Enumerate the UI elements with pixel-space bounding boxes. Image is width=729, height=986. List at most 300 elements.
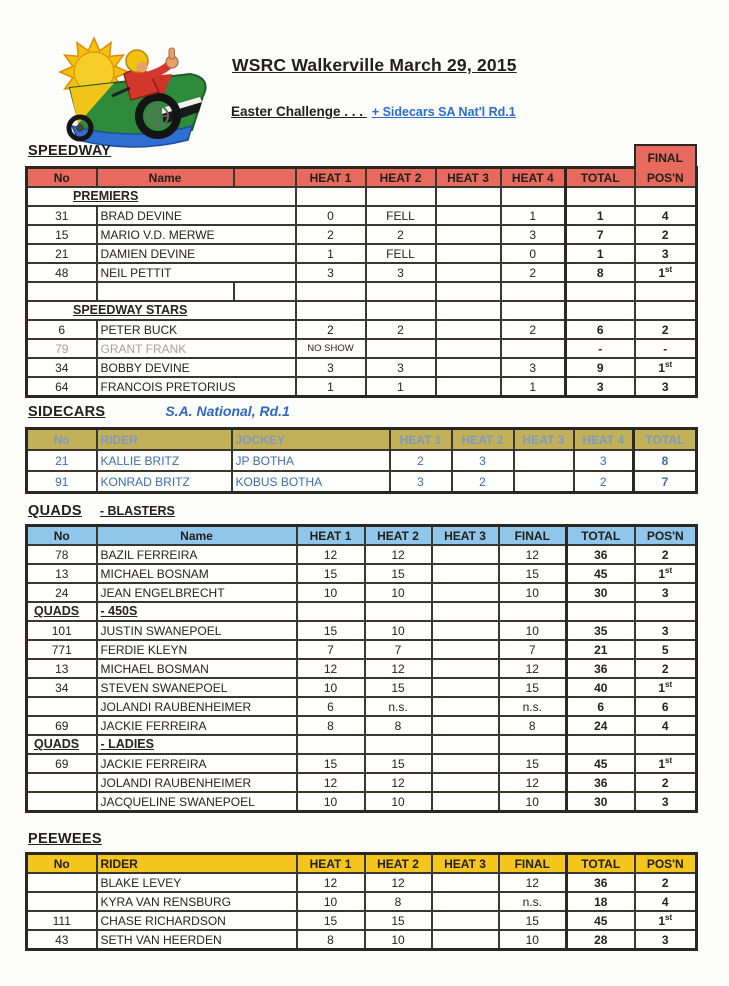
cell-h3 — [436, 263, 501, 282]
result-row — [27, 377, 697, 397]
quads-results-table — [25, 524, 698, 813]
cell-posn: - — [635, 339, 697, 358]
sidecars-section-heading — [28, 403, 290, 421]
cell-name: JACKIE FERREIRA — [97, 716, 297, 735]
cell-posn: 3 — [635, 377, 697, 397]
cell-h2: 10 — [365, 930, 432, 950]
cell-h1: 12 — [297, 545, 365, 564]
cell-rider: KALLIE BRITZ — [97, 450, 232, 471]
col-header-h2: HEAT 2 — [366, 168, 436, 188]
cell-posn: 3 — [635, 244, 697, 263]
event-title: WSRC Walkerville March 29, 2015 — [232, 55, 517, 75]
result-row — [27, 659, 697, 678]
peewees-section-heading — [28, 830, 102, 848]
cell-h1: 2 — [390, 450, 452, 471]
cell-h1 — [297, 735, 365, 754]
cell-h3 — [514, 471, 574, 493]
cell-h4: 2 — [501, 263, 566, 282]
col-header-posn: POS'N — [635, 526, 697, 546]
cell-h4 — [501, 282, 566, 301]
cell-h1: 10 — [297, 678, 365, 697]
header-row — [27, 854, 697, 874]
result-row — [27, 621, 697, 640]
cell-final: 12 — [499, 545, 567, 564]
cell-posn: 3 — [635, 792, 697, 812]
cell-h2: 8 — [365, 892, 432, 911]
final-posn-label: FINAL — [634, 144, 698, 169]
cell-no: 79 — [27, 339, 97, 358]
result-row — [27, 583, 697, 602]
cell-h3 — [432, 716, 499, 735]
cell-total: 8 — [566, 263, 635, 282]
cell-no — [27, 282, 97, 301]
cell-total: 9 — [566, 358, 635, 377]
cell-no — [27, 697, 97, 716]
cell-h2: 10 — [365, 583, 432, 602]
col-header-total: TOTAL — [566, 168, 635, 188]
cell-total: 30 — [567, 792, 635, 812]
cell-h1: 12 — [297, 773, 365, 792]
col-header-no: No — [27, 429, 97, 451]
cell-h2: 7 — [365, 640, 432, 659]
cell-posn: 1st — [635, 564, 697, 583]
event-subtitle-link: + Sidecars SA Nat'l Rd.1 — [371, 105, 516, 119]
speedway-heading-label: SPEEDWAY — [28, 143, 112, 159]
cell-name: MICHAEL BOSNAM — [97, 564, 297, 583]
cell-posn: 1st — [635, 358, 697, 377]
subsection-label: PREMIERS — [27, 187, 296, 206]
subsection-row — [27, 187, 697, 206]
result-row — [27, 564, 697, 583]
cell-h2 — [366, 282, 436, 301]
cell-final: n.s. — [499, 892, 567, 911]
cell-h1: 15 — [297, 911, 365, 930]
cell-no: 31 — [27, 206, 97, 225]
quads-heading-note: - BLASTERS — [99, 504, 175, 518]
col-header-h2: HEAT 2 — [365, 526, 432, 546]
subsection-label: QUADS — [27, 735, 97, 754]
cell-name: JACKIE FERREIRA — [97, 754, 297, 773]
cell-final: 15 — [499, 754, 567, 773]
cell-total: 6 — [566, 320, 635, 339]
speedway-table-host — [25, 150, 698, 398]
cell-name: MARIO V.D. MERWE — [97, 225, 296, 244]
peewees-heading-label: PEEWEES — [28, 831, 102, 847]
cell-posn — [635, 735, 697, 754]
col-header-no: No — [27, 168, 97, 188]
cell-h3 — [432, 659, 499, 678]
cell-h3 — [436, 358, 501, 377]
cell-h1 — [296, 187, 366, 206]
cell-h1: 10 — [297, 892, 365, 911]
cell-h2: 1 — [366, 377, 436, 397]
cell-h3 — [436, 339, 501, 358]
cell-no: 48 — [27, 263, 97, 282]
subsection-sublabel: - LADIES — [97, 735, 297, 754]
cell-h3 — [432, 564, 499, 583]
cell-no: 64 — [27, 377, 97, 397]
cell-jockey: JP BOTHA — [232, 450, 390, 471]
cell-h2: FELL — [366, 244, 436, 263]
cell-h3 — [514, 450, 574, 471]
cell-final: n.s. — [499, 697, 567, 716]
cell-h2: 2 — [452, 471, 514, 493]
cell-h2 — [366, 187, 436, 206]
cell-h4: 1 — [501, 377, 566, 397]
cell-h3 — [432, 892, 499, 911]
speedway-results-table — [25, 150, 698, 398]
cell-final: 15 — [499, 911, 567, 930]
col-header-h1: HEAT 1 — [390, 429, 452, 451]
result-row — [27, 244, 697, 263]
cell-h1: 0 — [296, 206, 366, 225]
cell-posn — [635, 282, 697, 301]
cell-posn: 2 — [635, 225, 697, 244]
col-header-h2: HEAT 2 — [365, 854, 432, 874]
cell-posn: 5 — [635, 640, 697, 659]
cell-h1: 15 — [297, 621, 365, 640]
sidecars-results-table — [25, 427, 698, 494]
col-header-name2 — [234, 168, 296, 188]
col-header-posn: POS'N — [635, 854, 697, 874]
cell-total — [566, 187, 635, 206]
cell-h1: 7 — [297, 640, 365, 659]
cell-h2: n.s. — [365, 697, 432, 716]
col-header-h3: HEAT 3 — [432, 854, 499, 874]
col-header-h1: HEAT 1 — [296, 168, 366, 188]
cell-final — [499, 602, 567, 621]
cell-total: 1 — [566, 244, 635, 263]
cell-h4: 3 — [574, 450, 634, 471]
cell-posn — [635, 187, 697, 206]
cell-h1 — [297, 602, 365, 621]
subsection-label: QUADS — [27, 602, 97, 621]
cell-h1: 2 — [296, 225, 366, 244]
cell-final: 10 — [499, 792, 567, 812]
cell-total: 30 — [567, 583, 635, 602]
cell-no — [27, 892, 97, 911]
cell-rider: KYRA VAN RENSBURG — [97, 892, 297, 911]
cell-posn: 2 — [635, 773, 697, 792]
cell-total: 1 — [566, 206, 635, 225]
cell-no: 24 — [27, 583, 97, 602]
cell-name: JACQUELINE SWANEPOEL — [97, 792, 297, 812]
cell-h3 — [432, 621, 499, 640]
col-header-h3: HEAT 3 — [436, 168, 501, 188]
cell-posn: 2 — [635, 873, 697, 892]
cell-total — [567, 735, 635, 754]
cell-h3 — [432, 640, 499, 659]
cell-no: 15 — [27, 225, 97, 244]
cell-h1: 1 — [296, 244, 366, 263]
cell-h2: 12 — [365, 545, 432, 564]
cell-total: 28 — [567, 930, 635, 950]
cell-h2: 10 — [365, 792, 432, 812]
cell-h4 — [501, 339, 566, 358]
cell-h3 — [436, 301, 501, 320]
cell-total: 45 — [567, 564, 635, 583]
sidecars-table-host — [25, 427, 698, 494]
cell-no: 6 — [27, 320, 97, 339]
cell-total: 3 — [566, 377, 635, 397]
cell-h3 — [432, 697, 499, 716]
cell-no: 21 — [27, 450, 97, 471]
cell-total: - — [566, 339, 635, 358]
result-row — [27, 792, 697, 812]
event-subtitle-text: Easter Challenge . . . — [231, 104, 367, 119]
event-subtitle — [231, 103, 516, 121]
cell-no: 69 — [27, 754, 97, 773]
cell-h3 — [432, 873, 499, 892]
cell-final: 10 — [499, 583, 567, 602]
cell-name: MICHAEL BOSMAN — [97, 659, 297, 678]
cell-rider: KONRAD BRITZ — [97, 471, 232, 493]
cell-h1: 8 — [297, 930, 365, 950]
cell-h2: 12 — [365, 873, 432, 892]
cell-h1: 12 — [297, 659, 365, 678]
cell-h4: 2 — [501, 320, 566, 339]
quads-table-host — [25, 524, 698, 813]
cell-final: 15 — [499, 564, 567, 583]
cell-h2: 3 — [452, 450, 514, 471]
col-header-h1: HEAT 1 — [297, 854, 365, 874]
cell-h2: 10 — [365, 621, 432, 640]
cell-h2: 15 — [365, 564, 432, 583]
cell-total: 24 — [567, 716, 635, 735]
header-row — [27, 429, 697, 451]
cell-h2: 3 — [366, 263, 436, 282]
cell-no: 13 — [27, 564, 97, 583]
col-header-total: TOTAL — [634, 429, 697, 451]
cell-total: 7 — [566, 225, 635, 244]
cell-posn: 6 — [635, 697, 697, 716]
cell-h3 — [432, 930, 499, 950]
cell-h1: 12 — [297, 873, 365, 892]
col-header-jockey: JOCKEY — [232, 429, 390, 451]
cell-posn: 2 — [635, 659, 697, 678]
result-row — [27, 339, 697, 358]
cell-name2 — [234, 282, 296, 301]
cell-h1: 10 — [297, 583, 365, 602]
speedway-section-heading — [28, 142, 111, 160]
cell-h2: 2 — [366, 225, 436, 244]
cell-no — [27, 873, 97, 892]
result-row — [27, 206, 697, 225]
cell-h3 — [432, 735, 499, 754]
cell-final: 12 — [499, 659, 567, 678]
result-row — [27, 320, 697, 339]
sidecars-heading-label: SIDECARS — [28, 404, 106, 420]
cell-h2: 15 — [365, 911, 432, 930]
cell-h3 — [432, 583, 499, 602]
cell-name: BRAD DEVINE — [97, 206, 296, 225]
col-header-h3: HEAT 3 — [432, 526, 499, 546]
cell-h2: 8 — [365, 716, 432, 735]
result-row — [27, 697, 697, 716]
result-row — [27, 263, 697, 282]
cell-no: 34 — [27, 358, 97, 377]
result-row — [27, 716, 697, 735]
cell-h3 — [432, 545, 499, 564]
col-header-no: No — [27, 854, 97, 874]
quads-heading-label: QUADS — [28, 503, 82, 519]
cell-posn — [635, 301, 697, 320]
subsection-row — [27, 735, 697, 754]
cell-final: 15 — [499, 678, 567, 697]
cell-posn: 3 — [635, 583, 697, 602]
subsection-row — [27, 602, 697, 621]
cell-no: 771 — [27, 640, 97, 659]
col-header-final: FINAL — [499, 526, 567, 546]
cell-h2 — [366, 301, 436, 320]
cell-no — [27, 792, 97, 812]
cell-posn: 1st — [635, 678, 697, 697]
cell-name: DAMIEN DEVINE — [97, 244, 296, 263]
cell-total — [567, 602, 635, 621]
empty-row — [27, 282, 697, 301]
col-header-name: Name — [97, 168, 234, 188]
col-header-h2: HEAT 2 — [452, 429, 514, 451]
result-row — [27, 754, 697, 773]
cell-h3 — [432, 792, 499, 812]
cell-posn: 4 — [635, 206, 697, 225]
cell-name: JOLANDI RAUBENHEIMER — [97, 697, 297, 716]
cell-name: NEIL PETTIT — [97, 263, 296, 282]
cell-h1: 2 — [296, 320, 366, 339]
cell-h3 — [432, 602, 499, 621]
cell-h3 — [436, 320, 501, 339]
cell-h1 — [296, 282, 366, 301]
col-header-h4: HEAT 4 — [574, 429, 634, 451]
cell-h2: 2 — [366, 320, 436, 339]
cell-h3 — [436, 225, 501, 244]
cell-posn: 3 — [635, 621, 697, 640]
cell-posn: 1st — [635, 263, 697, 282]
cell-h3 — [436, 206, 501, 225]
cell-h2: 15 — [365, 678, 432, 697]
cell-total: 45 — [567, 911, 635, 930]
result-row — [27, 911, 697, 930]
result-row — [27, 358, 697, 377]
cell-posn: 1st — [635, 754, 697, 773]
cell-h1: 3 — [296, 263, 366, 282]
cell-jockey: KOBUS BOTHA — [232, 471, 390, 493]
cell-posn: 2 — [635, 545, 697, 564]
cell-no: 78 — [27, 545, 97, 564]
cell-name: BOBBY DEVINE — [97, 358, 296, 377]
header-row — [27, 168, 697, 188]
cell-h4: 1 — [501, 206, 566, 225]
cell-rider: CHASE RICHARDSON — [97, 911, 297, 930]
cell-rider: BLAKE LEVEY — [97, 873, 297, 892]
peewees-results-table — [25, 852, 698, 951]
cell-posn: 1st — [635, 911, 697, 930]
cell-final: 12 — [499, 873, 567, 892]
cell-posn: 4 — [635, 716, 697, 735]
cell-h1: 3 — [390, 471, 452, 493]
cell-h1: 3 — [296, 358, 366, 377]
col-header-h3: HEAT 3 — [514, 429, 574, 451]
cell-name: GRANT FRANK — [97, 339, 296, 358]
cell-h2: 12 — [365, 659, 432, 678]
cell-name: PETER BUCK — [97, 320, 296, 339]
subsection-label: SPEEDWAY STARS — [27, 301, 296, 320]
cell-h3 — [432, 911, 499, 930]
col-header-h4: HEAT 4 — [501, 168, 566, 188]
cell-h1: 15 — [297, 754, 365, 773]
cell-no: 13 — [27, 659, 97, 678]
cell-total: 45 — [567, 754, 635, 773]
cell-h4 — [501, 187, 566, 206]
cell-name: BAZIL FERREIRA — [97, 545, 297, 564]
result-row — [27, 471, 697, 493]
cell-h4: 0 — [501, 244, 566, 263]
col-header-total: TOTAL — [567, 526, 635, 546]
cell-name — [97, 282, 234, 301]
cell-h2 — [365, 602, 432, 621]
cell-final: 7 — [499, 640, 567, 659]
quads-section-heading — [28, 502, 175, 520]
cell-final: 10 — [499, 621, 567, 640]
cell-no: 34 — [27, 678, 97, 697]
result-row — [27, 225, 697, 244]
cell-name: FERDIE KLEYN — [97, 640, 297, 659]
result-row — [27, 930, 697, 950]
cell-h4: 3 — [501, 358, 566, 377]
cell-h1: 8 — [297, 716, 365, 735]
cell-h3 — [436, 244, 501, 263]
result-row — [27, 892, 697, 911]
cell-total: 8 — [634, 450, 697, 471]
cell-h3 — [436, 187, 501, 206]
cell-total — [566, 301, 635, 320]
subsection-row — [27, 301, 697, 320]
club-logo-icon — [42, 34, 220, 154]
cell-h1 — [296, 301, 366, 320]
col-header-rider: RIDER — [97, 429, 232, 451]
cell-total: 36 — [567, 773, 635, 792]
cell-final: 8 — [499, 716, 567, 735]
cell-h3 — [436, 282, 501, 301]
cell-name: JOLANDI RAUBENHEIMER — [97, 773, 297, 792]
cell-no: 101 — [27, 621, 97, 640]
result-row — [27, 873, 697, 892]
cell-h2: 3 — [366, 358, 436, 377]
cell-h3 — [432, 754, 499, 773]
cell-h2 — [366, 339, 436, 358]
col-header-rider: RIDER — [97, 854, 297, 874]
cell-total: 40 — [567, 678, 635, 697]
cell-final: 10 — [499, 930, 567, 950]
cell-rider: SETH VAN HEERDEN — [97, 930, 297, 950]
cell-h4: 3 — [501, 225, 566, 244]
cell-total — [566, 282, 635, 301]
cell-name: JEAN ENGELBRECHT — [97, 583, 297, 602]
result-row — [27, 640, 697, 659]
cell-posn: 2 — [635, 320, 697, 339]
cell-total: 35 — [567, 621, 635, 640]
sidecars-heading-note: S.A. National, Rd.1 — [165, 403, 290, 419]
cell-h2: FELL — [366, 206, 436, 225]
cell-h4: 2 — [574, 471, 634, 493]
cell-total: 36 — [567, 659, 635, 678]
col-header-no: No — [27, 526, 97, 546]
header-row — [27, 526, 697, 546]
cell-name: FRANCOIS PRETORIUS — [97, 377, 296, 397]
cell-no: 111 — [27, 911, 97, 930]
cell-final: 12 — [499, 773, 567, 792]
cell-total: 21 — [567, 640, 635, 659]
